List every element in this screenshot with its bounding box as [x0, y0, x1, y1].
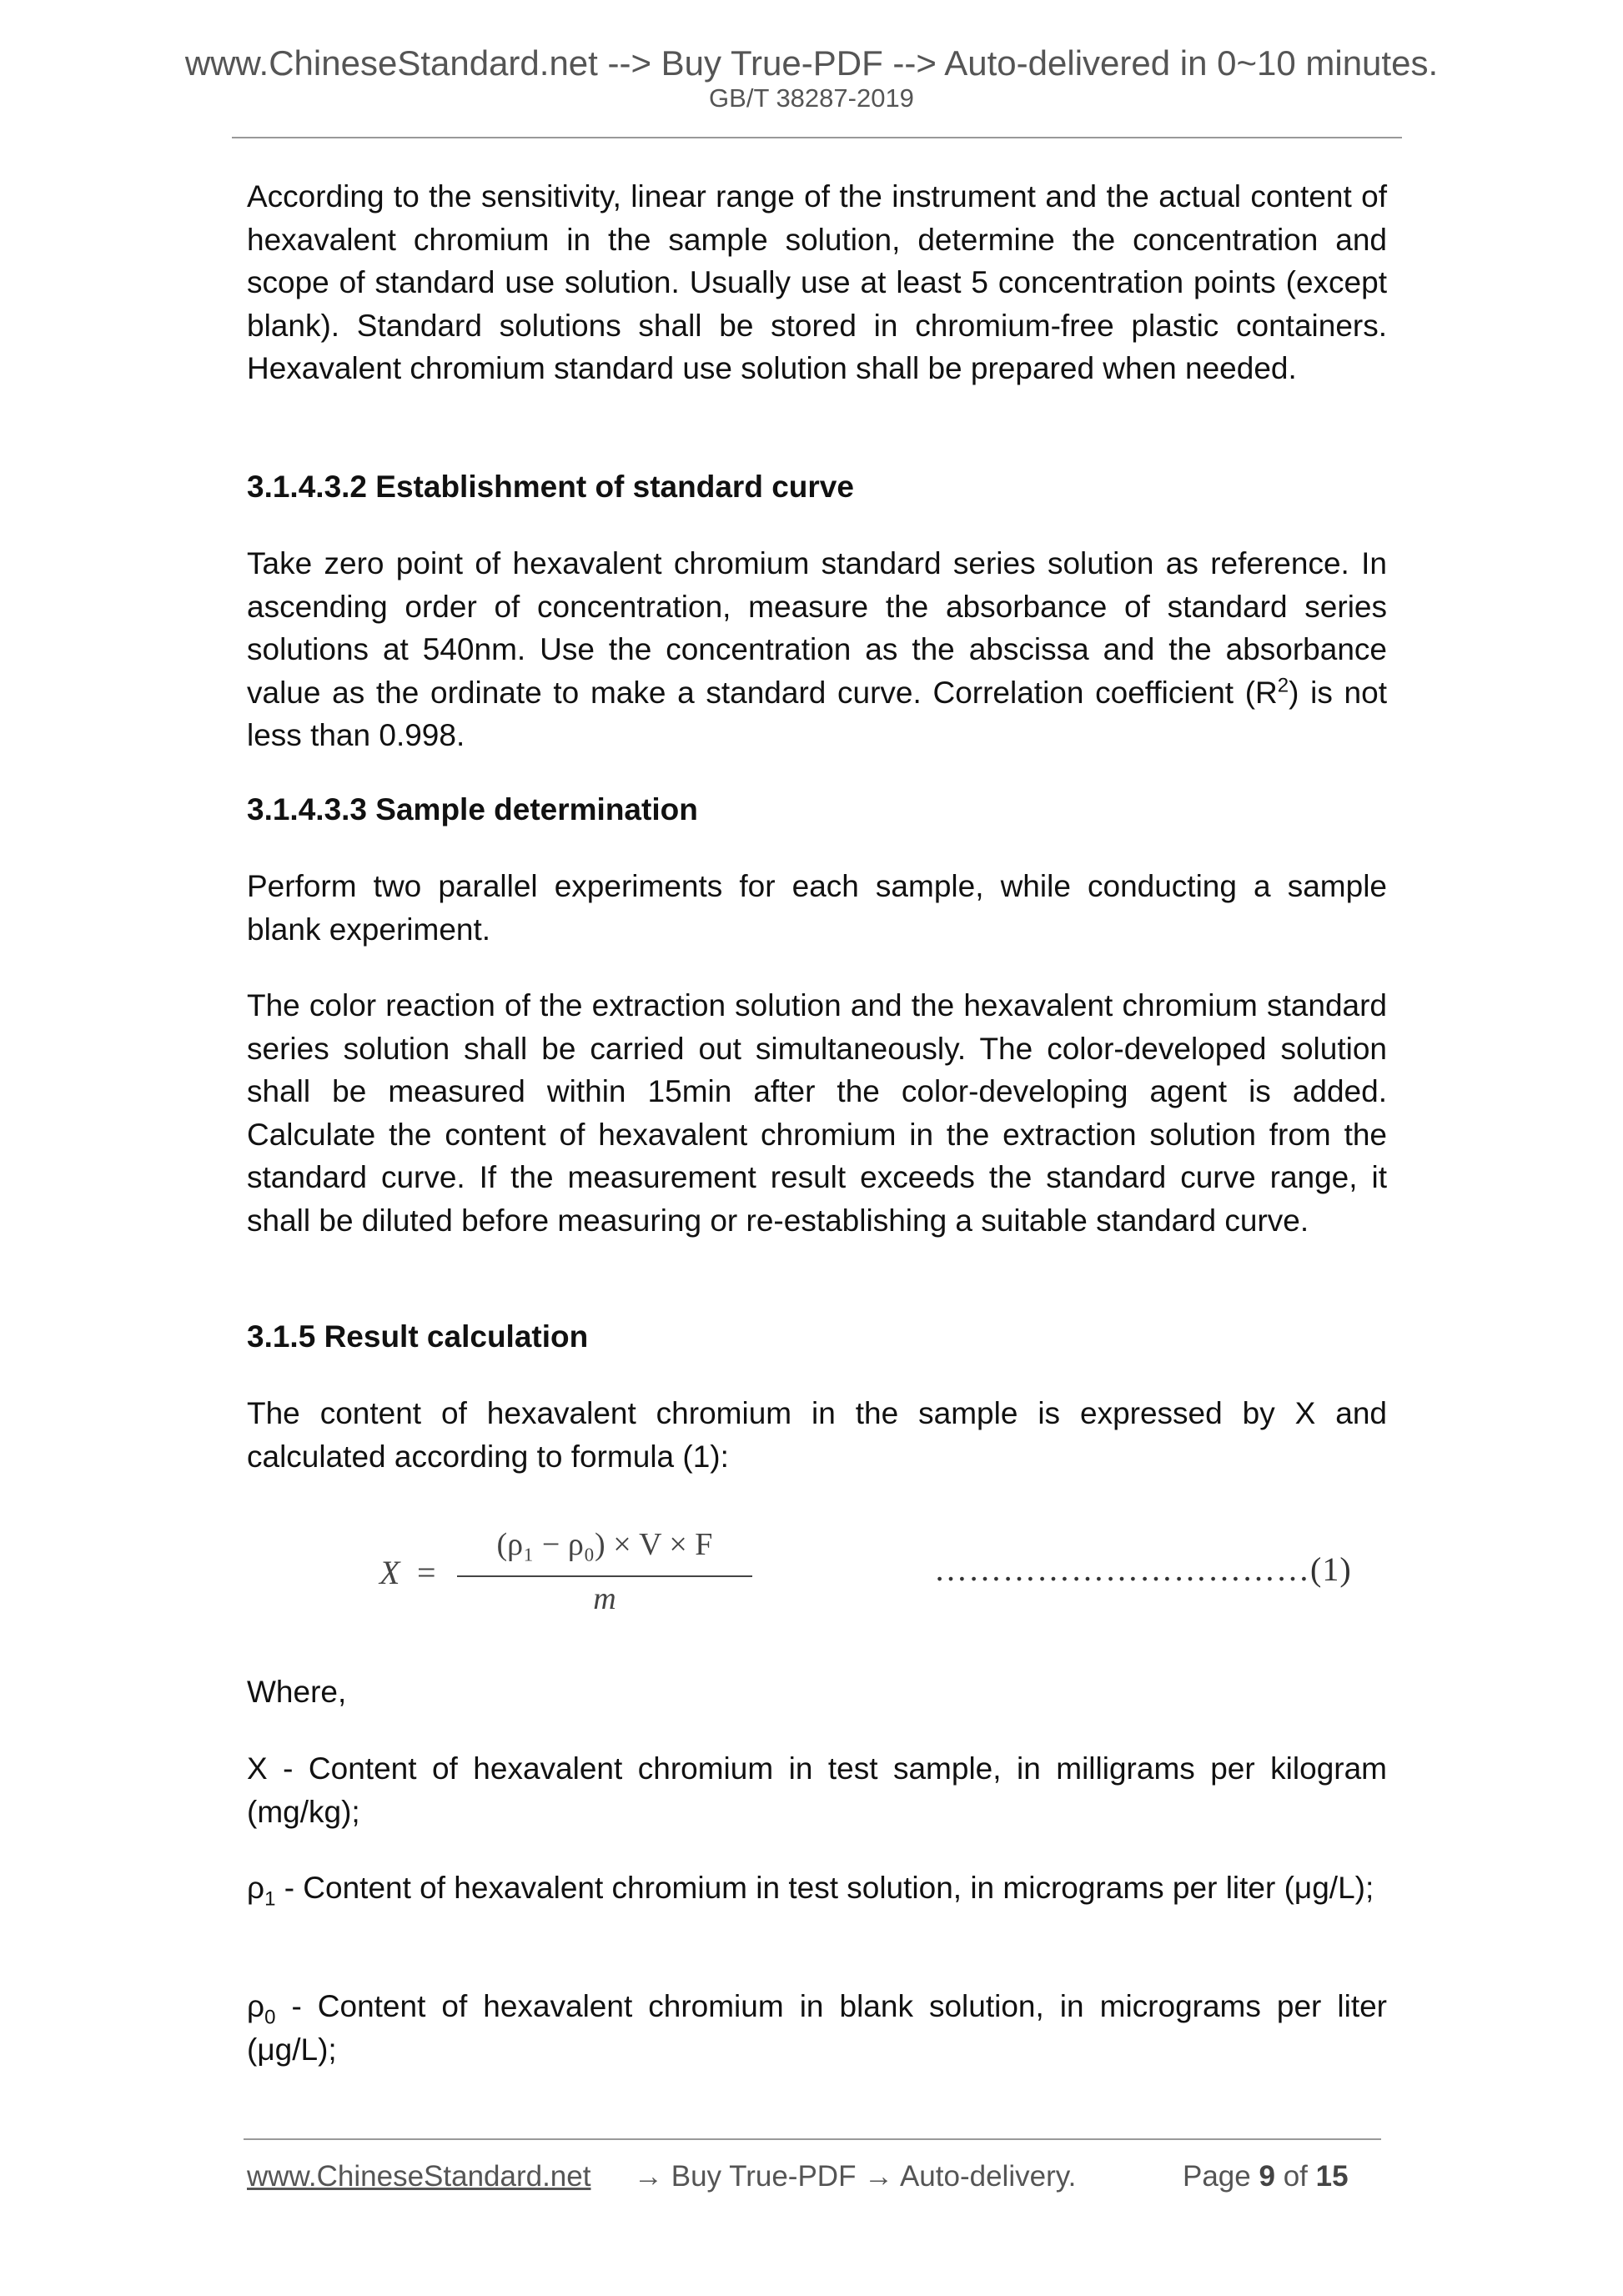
definition-item — [247, 1985, 1387, 2071]
paragraph: The content of hexavalent chromium in the sample is expressed by X and calculated according to formula (1): — [247, 1396, 1387, 1474]
text: ρ — [247, 1871, 265, 1905]
formula-lhs: X — [379, 1554, 400, 1591]
page-indicator — [1183, 2160, 1349, 2193]
section-heading: 3.1.4.3.3 Sample determination — [247, 792, 698, 826]
paragraph — [247, 542, 1387, 757]
formula-numerator: (ρ₁ − ρ₀) × V × F — [496, 1527, 713, 1562]
page-label: Page — [1183, 2160, 1251, 2193]
text: ρ — [247, 1989, 265, 2023]
footer-text: → Buy True-PDF → Auto-delivery. — [634, 2160, 1077, 2193]
paragraph: The color reaction of the extraction solution and the hexavalent chromium standard series solution shall be carried out simultaneously. The color-developed solution shall be measured within 15min after the color-developing agent is added. Calculate the content of hexavalent chromium in the extraction solution from the standard curve. If the measurement result exceeds the standard curve range, it shall be diluted before measuring or re-establishing a suitable standard curve. — [247, 988, 1387, 1238]
paragraph: Perform two parallel experiments for each sample, while conducting a sample blank experiment. — [247, 869, 1387, 947]
footer-link[interactable]: www.ChineseStandard.net — [247, 2160, 591, 2193]
paragraph: Where, — [247, 1675, 347, 1709]
header-banner: www.ChineseStandard.net --> Buy True-PDF --> Auto-delivered in 0~10 minutes. — [184, 43, 1439, 83]
page-number: 9 — [1259, 2160, 1275, 2193]
text: Take zero point of hexavalent chromium standard series solution as reference. In ascending order of concentration, measure the absorbance of standard series solutions at 540nm. Use the concentration as the abscissa and the absorbance value as the ordinate to make a standard curve. Correlation coefficient (R — [247, 546, 1387, 710]
section-heading: 3.1.5 Result calculation — [247, 1319, 589, 1354]
text: ) is not less than 0.998. — [247, 675, 1387, 752]
subscript: 1 — [264, 1887, 276, 1911]
of-label: of — [1283, 2160, 1308, 2193]
footer-divider — [244, 2138, 1381, 2140]
superscript: 2 — [1277, 674, 1289, 697]
page-total: 15 — [1315, 2160, 1349, 2193]
fraction-bar — [457, 1575, 752, 1577]
header-divider — [232, 137, 1402, 138]
formula-denominator: m — [593, 1581, 616, 1616]
text: - Content of hexavalent chromium in blank solution, in micrograms per liter (μg/L); — [247, 1989, 1387, 2067]
paragraph: According to the sensitivity, linear range of the instrument and the actual content of hexavalent chromium in the sample solution, determine the concentration and scope of standard use solution. Usually use at least 5 concentration points (except blank). Standard solutions shall be stored in chromium-free plastic containers. Hexavalent chromium standard use solution shall be prepared when needed. — [247, 179, 1387, 385]
text: - Content of hexavalent chromium in test solution, in micrograms per liter (μg/L); — [275, 1871, 1374, 1905]
definition-item: X - Content of hexavalent chromium in test sample, in milligrams per kilogram (mg/kg); — [247, 1751, 1387, 1829]
section-heading: 3.1.4.3.2 Establishment of standard curve — [247, 470, 854, 504]
document-id: GB/T 38287-2019 — [709, 83, 914, 113]
formula-equals: = — [417, 1554, 436, 1591]
formula-number: ……………………………(1) — [934, 1550, 1352, 1588]
subscript: 0 — [264, 2006, 276, 2029]
definition-item — [247, 1866, 1387, 1910]
